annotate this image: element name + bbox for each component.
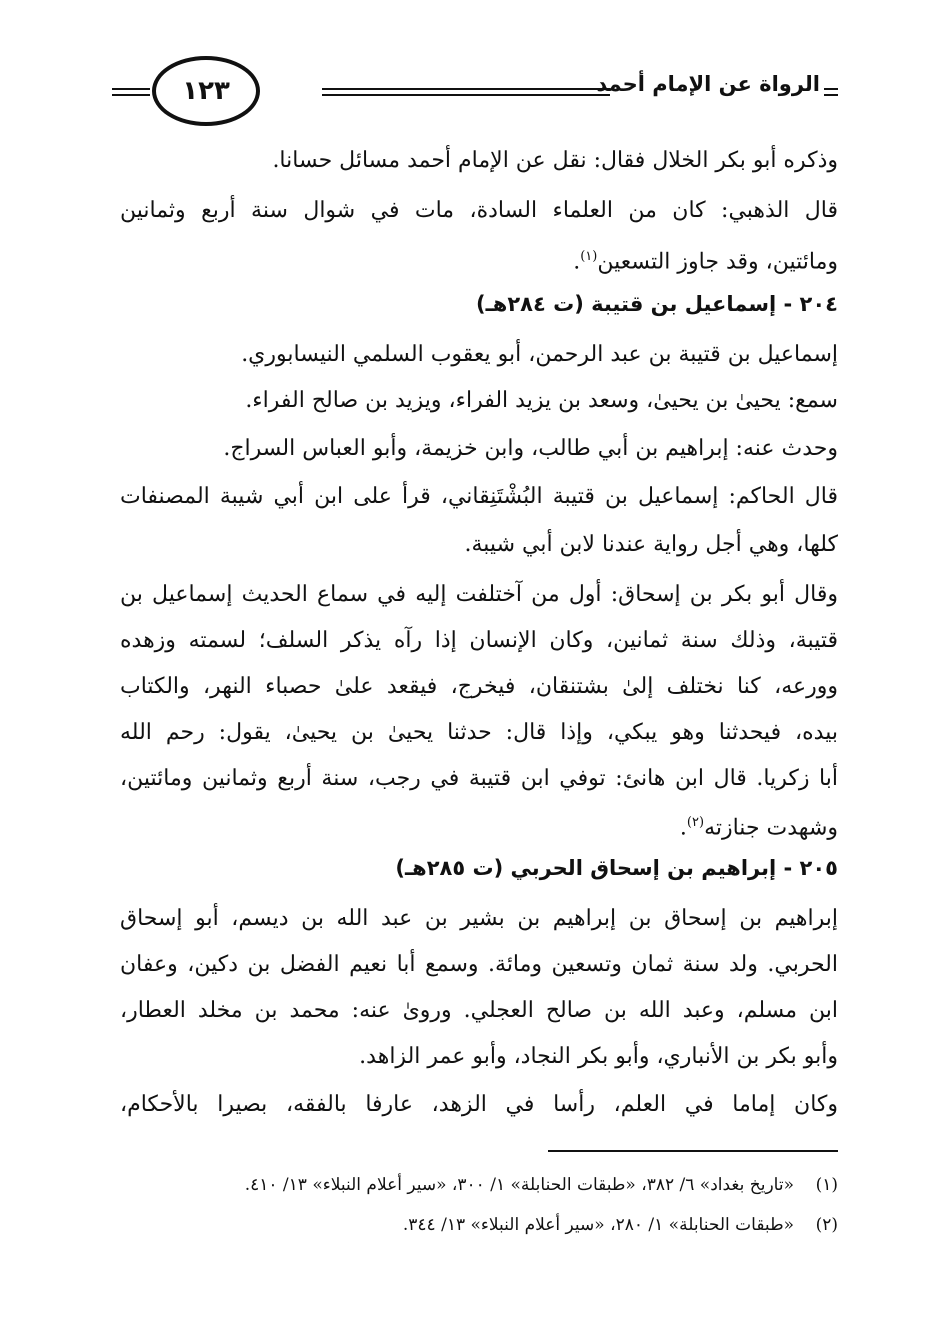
page-number: ١٢٣ — [182, 76, 230, 106]
text-line: كلها، وهي أجل رواية عندنا لابن أبي شيبة. — [464, 532, 838, 557]
text-line: قال الحاكم: إسماعيل بن قتيبة البُشْتَنِقاني، قرأ على ابن أبي شيبة المصنفات — [120, 484, 838, 509]
text-line: وقال أبو بكر بن إسحاق: أول من آختلفت إليه في سماع الحديث إسماعيل بن — [120, 582, 838, 607]
text-line: وأبو بكر بن الأنباري، وأبو بكر النجاد، وأبو عمر الزاهد. — [359, 1044, 838, 1069]
text-line: أبا زكريا. قال ابن هانئ: توفي ابن قتيبة في رجب، سنة أربع وثمانين ومائتين، — [120, 766, 838, 791]
header-rule-right — [824, 88, 838, 96]
text-line: سمع: يحيىٰ بن يحيىٰ، وسعد بن يزيد الفراء، ويزيد بن صالح الفراء. — [245, 388, 838, 413]
header-rule-middle — [322, 88, 610, 96]
text-line: وورعه، كنا نختلف إلىٰ بشتنقان، فيخرج، فيقعد علىٰ حصباء النهر، والكتاب — [120, 674, 838, 699]
entry-heading: ٢٠٥ - إبراهيم بن إسحاق الحربي (ت ٢٨٥هـ) — [395, 856, 838, 880]
footnote-marker: (١) — [815, 1175, 838, 1195]
header-rule-left — [112, 88, 150, 96]
running-title: الرواة عن الإمام أحمد — [596, 72, 820, 96]
text-line: إسماعيل بن قتيبة بن عبد الرحمن، أبو يعقوب السلمي النيسابوري. — [241, 342, 838, 367]
text-line: قال الذهبي: كان من العلماء السادة، مات في شوال سنة أربع وثمانين — [120, 198, 838, 223]
footnote-text: «تاريخ بغداد» ٦/ ٣٨٢، «طبقات الحنابلة» ١/ ٣٠٠، «سير أعلام النبلاء» ١٣/ ٤١٠. — [244, 1175, 794, 1195]
text-line: وذكره أبو بكر الخلال فقال: نقل عن الإمام أحمد مسائل حسانا. — [272, 148, 838, 173]
text-segment: . — [679, 815, 687, 841]
footnote-marker: (٢) — [815, 1215, 838, 1235]
text-line: إبراهيم بن إسحاق بن إبراهيم بن بشير بن عبد الله بن ديسم، أبو إسحاق — [120, 906, 838, 931]
footnote — [245, 1172, 838, 1198]
page-header — [112, 54, 838, 134]
text-line: وحدث عنه: إبراهيم بن أبي طالب، وابن خزيمة، وأبو العباس السراج. — [223, 436, 838, 461]
text-segment: وشهدت جنازته — [704, 815, 838, 841]
footnote — [403, 1212, 838, 1238]
footnote-separator — [548, 1150, 838, 1152]
text-line: الحربي. ولد سنة ثمان وتسعين ومائة. وسمع أبا نعيم الفضل بن دكين، وعفان — [120, 952, 838, 977]
text-line: وكان إماما في العلم، رأسا في الزهد، عارفا بالفقه، بصيرا بالأحكام، — [120, 1092, 838, 1117]
footnote-ref: (٢) — [686, 815, 705, 830]
text-line — [573, 242, 838, 277]
text-line: بيده، فيحدثنا وهو يبكي، وإذا قال: حدثنا يحيىٰ بن يحيىٰ، يقول: رحم الله — [120, 720, 838, 745]
footnote-text: «طبقات الحنابلة» ١/ ٢٨٠، «سير أعلام النبلاء» ١٣/ ٣٤٤. — [402, 1215, 794, 1235]
footnote-ref: (١) — [580, 249, 598, 264]
text-segment: ومائتين، وقد جاوز التسعين — [597, 249, 838, 275]
page-number-frame — [152, 56, 260, 126]
entry-heading: ٢٠٤ - إسماعيل بن قتيبة (ت ٢٨٤هـ) — [476, 292, 838, 316]
text-line — [680, 808, 838, 843]
text-segment: . — [573, 249, 581, 275]
text-line: ابن مسلم، وعبد الله بن صالح العجلي. وروىٰ عنه: محمد بن مخلد العطار، — [120, 998, 838, 1023]
text-line: قتيبة، وذلك سنة ثمانين، وكان الإنسان إذا رآه يذكر السلف؛ لسمته وزهده — [120, 628, 838, 653]
